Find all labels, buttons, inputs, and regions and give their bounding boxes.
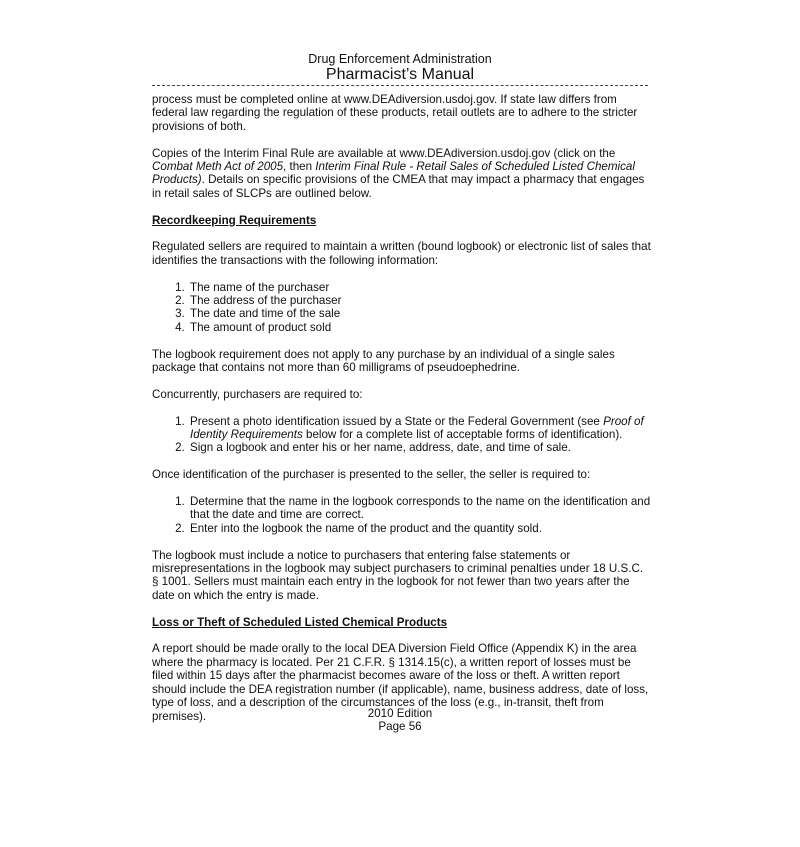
- list-logbook-info: [152, 281, 652, 335]
- text-run: Present a photo identification issued by a State or the Federal Government (see: [190, 414, 604, 428]
- text-run: below for a complete list of acceptable forms of identification).: [302, 428, 623, 442]
- paragraph-logbook-exemption: The logbook requirement does not apply to any purchase by an individual of a single sales package that contains not more than 60 milligrams of pseudoephedrine.: [152, 347, 615, 375]
- list-purchaser-requirements: [152, 415, 652, 455]
- list-item: 2. Enter into the logbook the name of the product and the quantity sold.: [188, 522, 652, 535]
- list-item: [188, 415, 652, 442]
- list-item: 3. The date and time of the sale: [188, 307, 652, 320]
- header-title: Pharmacist’s Manual: [325, 66, 475, 83]
- paragraph-interim-rule: [152, 147, 652, 201]
- page-footer: [0, 707, 800, 734]
- heading-recordkeeping: Recordkeeping Requirements: [152, 213, 317, 227]
- list-item: 4. The amount of product sold: [188, 321, 652, 334]
- header-agency: Drug Enforcement Administration: [308, 52, 492, 66]
- italic-text: Combat Meth Act of 2005: [152, 160, 284, 174]
- italic-text: Interim Final Rule - Retail Sales of Scheduled Listed Chemical Products): [152, 160, 635, 187]
- paragraph-continuation: process must be completed online at www.DEAdiversion.usdoj.gov. If state law differs from federal law regarding the regulation of these products, retail outlets are to adhere to the stricter provisions of both.: [152, 93, 638, 133]
- footer-edition: 2010 Edition: [367, 707, 433, 720]
- paragraph-purchasers-intro: Concurrently, purchasers are required to:: [152, 387, 363, 401]
- text-run: Copies of the Interim Final Rule are available at www.DEAdiversion.usdoj.gov (click on the: [152, 146, 616, 160]
- text-run: . Details on specific provisions of the CMEA that may impact a pharmacy that engages in retail sales of SLCPs are outlined below.: [152, 173, 645, 200]
- paragraph-logbook-notice: The logbook must include a notice to purchasers that entering false statements or misrepresentations in the logbook may subject purchasers to criminal penalties under 18 U.S.C. § 1001. Sellers must maintain each entry in the logbook for not fewer than two years after the date on which the entry is made.: [152, 548, 644, 602]
- paragraph-regulated-sellers: Regulated sellers are required to maintain a written (bound logbook) or electronic list of sales that identifies the transactions with the following information:: [152, 240, 651, 267]
- text-run: , then: [283, 160, 316, 174]
- footer-page-number: Page 56: [378, 720, 422, 734]
- list-item: 2. The address of the purchaser: [188, 294, 652, 307]
- header-divider: [152, 85, 648, 86]
- heading-loss-theft: Loss or Theft of Scheduled Listed Chemical Products: [152, 615, 448, 629]
- list-item: 2. Sign a logbook and enter his or her name, address, date, and time of sale.: [188, 441, 652, 454]
- list-item: 1. The name of the purchaser: [188, 281, 652, 294]
- list-seller-requirements: [152, 495, 652, 535]
- paragraph-seller-intro: Once identification of the purchaser is presented to the seller, the seller is required to:: [152, 468, 591, 482]
- list-item: 1. Determine that the name in the logbook corresponds to the name on the identification and that the date and time are correct.: [188, 495, 652, 522]
- document-body: [152, 93, 652, 736]
- italic-text: Proof of Identity Requirements: [190, 414, 644, 442]
- paragraph-loss-report: A report should be made orally to the local DEA Diversion Field Office (Appendix K) in the area where the pharmacy is located. Per 21 C.F.R. § 1314.15(c), a written report of losses must be filed within 15 days after the pharmacist becomes aware of the loss or theft. A written report should include the DEA registration number (if applicable), name, business address, date of loss, type of loss, and a description of the circumstances of the loss (e.g., in-transit, theft from premises).: [152, 642, 649, 723]
